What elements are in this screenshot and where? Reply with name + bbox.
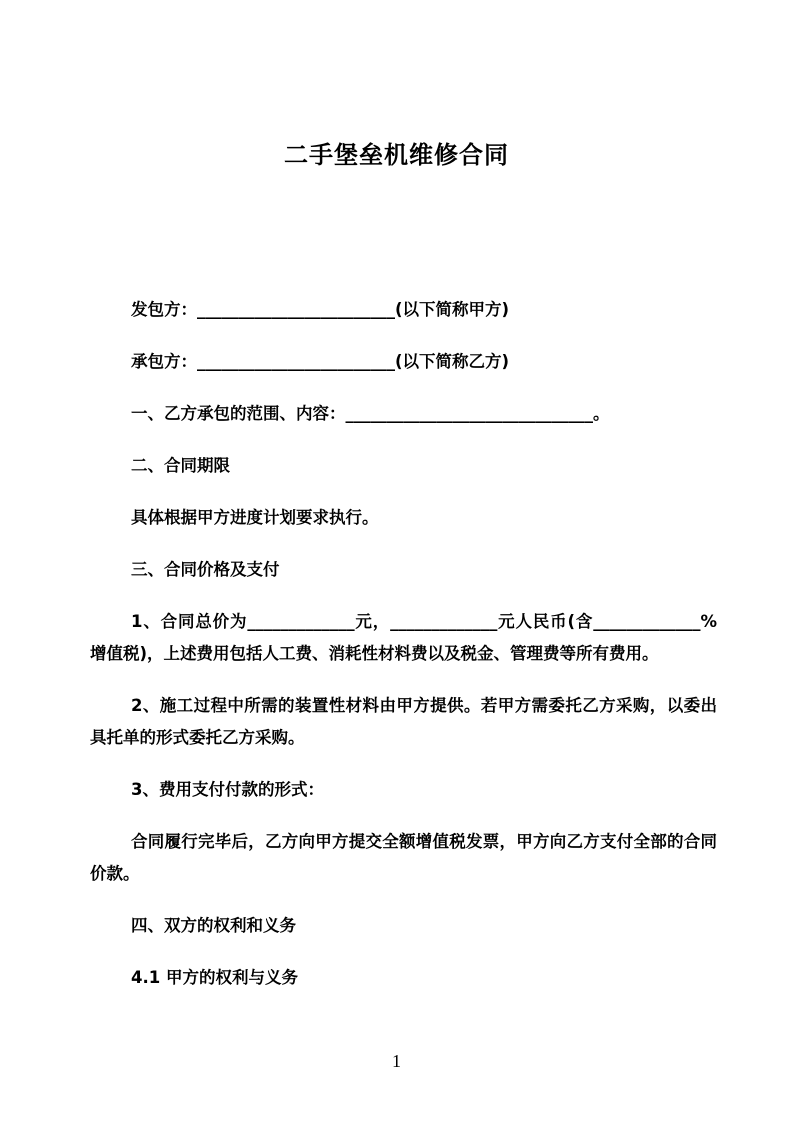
para-price-heading: 三、合同价格及支付 — [131, 560, 280, 579]
para-materials-clause: 2、施工过程中所需的装置性材料由甲方提供。若甲方需委托乙方采购，以委出具托单的形式委托乙方采购。 — [90, 696, 717, 747]
para-scope-clause: 一、乙方承包的范围、内容：______________________________。 — [131, 404, 610, 423]
para-total-price-clause: 1、合同总价为_____________元，_____________元人民币(含_____________%增值税)，上述费用包括人工费、消耗性材料费以及税金、管理费等所有费用。 — [90, 612, 717, 663]
document-body — [90, 294, 717, 994]
para-rights-heading: 四、双方的权利和义务 — [131, 916, 296, 935]
para-term-detail: 具体根据甲方进度计划要求执行。 — [131, 508, 379, 527]
para-term-heading: 二、合同期限 — [131, 456, 230, 475]
page-title: 二手堡垒机维修合同 — [284, 141, 509, 169]
para-payment-detail: 合同履行完毕后，乙方向甲方提交全额增值税发票，甲方向乙方支付全部的合同价款。 — [90, 832, 717, 883]
para-payment-form-heading: 3、费用支付付款的形式： — [131, 780, 324, 799]
para-contractor-line: 承包方：________________________(以下简称乙方) — [131, 352, 510, 371]
para-rights-4-1-heading: 4.1 甲方的权利与义务 — [131, 968, 298, 987]
para-employer-line: 发包方：________________________(以下简称甲方) — [131, 300, 510, 319]
page-number: 1 — [392, 1051, 401, 1071]
